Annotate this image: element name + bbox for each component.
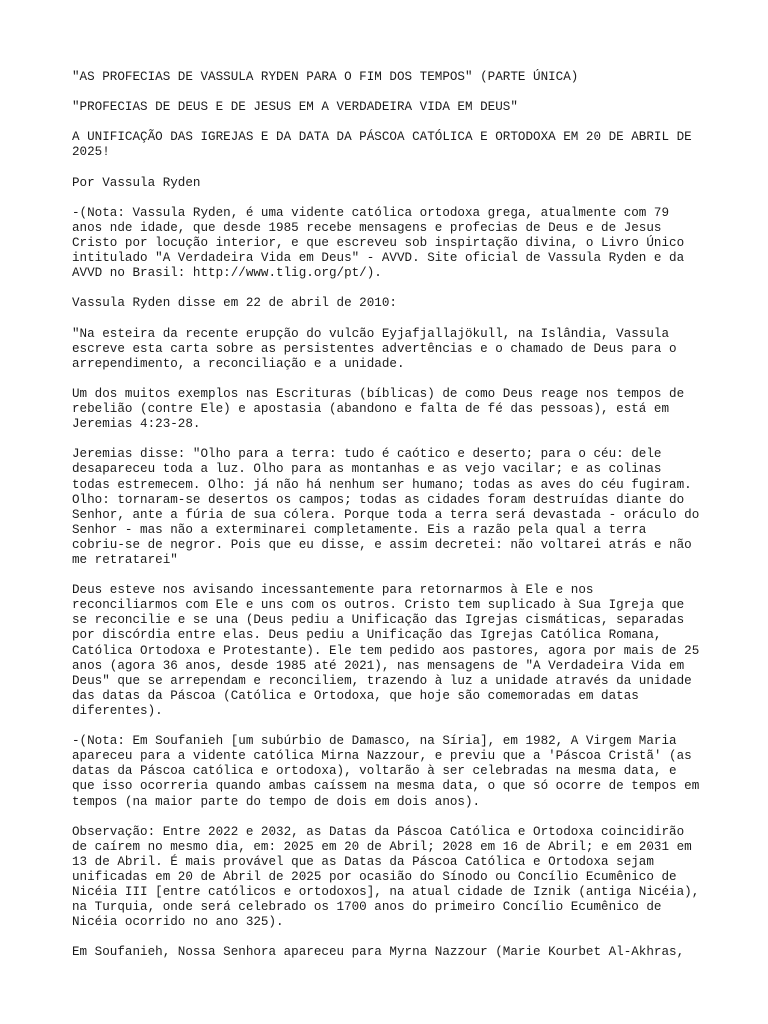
paragraph-date-intro: Vassula Ryden disse em 22 de abril de 2010: [72, 296, 397, 311]
document-page [72, 70, 702, 976]
paragraph-volcano: "Na esteira da recente erupção do vulcão Eyjafjallajökull, na Islândia, Vassula escreve esta carta sobre as persistentes advertências e o chamado de Deus para o arrependimento, a reconciliação e a unidade. [72, 326, 677, 371]
paragraph-observation: Observação: Entre 2022 e 2032, as Datas da Páscoa Católica e Ortodoxa coincidirão de caírem no mesmo dia, em: 2025 em 20 de Abril; 2028 em 16 de Abril; e em 2031 em 13 de Abril. É mais provável que as Datas da Páscoa Católica e Ortodoxa sejam unificadas em 20 de Abril de 2025 por ocasião do Sínodo ou Concílio Ecumênico de Nicéia III [entre católicos e ortodoxos], na atual cidade de Iznik (antiga Nicéia), na Turquia, onde será celebrado os 1700 anos do primeiro Concílio Ecumênico de Nicéia ocorrido no ano 325). [72, 824, 700, 930]
document-subtitle: "PROFECIAS DE DEUS E DE JESUS EM A VERDADEIRA VIDA EM DEUS" [72, 100, 518, 115]
paragraph-reconciliation: Deus esteve nos avisando incessantemente para retornarmos à Ele e nos reconciliarmos com Ele e uns com os outros. Cristo tem suplicado à Sua Igreja que se reconcilie e se una (Deus pediu a Unificação das Igrejas cismáticas, separadas por discórdia entre elas. Deus pediu a Unificação das Igrejas Católica Romana, Católica Ortodoxa e Protestante). Ele tem pedido aos pastores, agora por mais de 25 anos (agora 36 anos, desde 1985 até 2021), nas mensagens de "A Verdadeira Vida em Deus" que se arrependam e reconciliem, trazendo à luz a unidade através da unidade das datas da Páscoa (Católica e Ortodoxa, que hoje são comemoradas em datas diferentes). [72, 583, 700, 718]
document-author: Por Vassula Ryden [72, 175, 201, 190]
paragraph-soufanieh-apparition: Em Soufanieh, Nossa Senhora apareceu para Myrna Nazzour (Marie Kourbet Al-Akhras, [72, 945, 685, 960]
paragraph-scripture: Um dos muitos exemplos nas Escrituras (bíblicas) de como Deus reage nos tempos de rebelião (contre Ele) e apostasia (abandono e falta de fé das pessoas), está em Jeremias 4:23-28. [72, 386, 685, 432]
document-title: "AS PROFECIAS DE VASSULA RYDEN PARA O FIM DOS TEMPOS" (PARTE ÚNICA) [72, 70, 579, 84]
document-headline: A UNIFICAÇÃO DAS IGREJAS E DA DATA DA PÁSCOA CATÓLICA E ORTODOXA EM 20 DE ABRIL DE 2025! [72, 130, 692, 160]
paragraph-note-author: -(Nota: Vassula Ryden, é uma vidente católica ortodoxa grega, atualmente com 79 anos nde idade, que desde 1985 recebe mensagens e profecias de Deus e de Jesus Cristo por locução interior, e que escreveu sob inspirtação divina, o Livro Único intitulado "A Verdadeira Vida em Deus" - AVVD. Site oficial de Vassula Ryden e da AVVD no Brasil: http://www.tlig.org/pt/). [72, 205, 685, 281]
paragraph-note-soufanieh: -(Nota: Em Soufanieh [um subúrbio de Damasco, na Síria], em 1982, A Virgem Maria apareceu para a vidente católica Mirna Nazzour, e previu que a 'Páscoa Cristã' (as datas da Páscoa católica e ortodoxa), voltarão à ser celebradas na mesma data, e que isso ocorreria quando ambas caíssem na mesma data, o que só ocorre de tempos em tempos (na maior parte do tempo de dois em dois anos). [72, 734, 700, 809]
paragraph-jeremiah-quote: Jeremias disse: "Olho para a terra: tudo é caótico e deserto; para o céu: dele desapareceu toda a luz. Olho para as montanhas e as vejo vacilar; e as colinas todas estremecem. Olho: já não há nenhum ser humano; todas as aves do céu fugiram. Olho: tornaram-se desertos os campos; todas as cidades foram destruídas diante do Senhor, ante a fúria de sua cólera. Porque toda a terra será devastada - oráculo do Senhor - mas não a exterminarei completamente. Eis a razão pela qual a terra cobriu-se de negror. Pois que eu disse, e assim decretei: não voltarei atrás e não me retratarei" [72, 447, 700, 567]
